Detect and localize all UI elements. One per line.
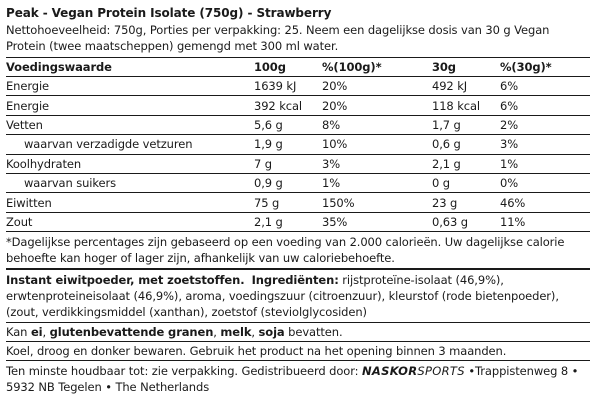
nutrition-header-row [6,58,590,77]
value-100g: 75 g [254,195,280,210]
value-30g: 0 g [432,176,450,191]
distributor-brand-light: SPORTS [417,364,465,379]
table-row [6,77,590,96]
allergen-item: glutenbevattende granen [49,325,214,340]
pct-100g: 1% [322,176,341,191]
pct-30g: 46% [500,195,526,210]
table-row [6,154,590,173]
table-row [6,173,590,192]
header-pct-30g: %(30g)* [500,60,552,74]
value-100g: 0,9 g [254,176,283,191]
nutrient-name: Koolhydraten [6,156,82,171]
allergen-item: soja [258,325,285,340]
product-title: Peak - Vegan Protein Isolate (750g) - Strawberry [6,6,332,20]
daily-value-footnote: *Dagelijkse percentages zijn gebaseerd op een voeding van 2.000 calorieën. Uw dagelijkse calorie behoefte kan hoger of lager zijn, afhankelijk van uw caloriebehoefte. [6,231,590,268]
value-30g: 1,7 g [432,117,461,132]
value-100g: 1639 kJ [254,79,297,94]
pct-30g: 6% [500,98,519,113]
nutrient-name: Vetten [6,117,43,132]
pct-30g: 6% [500,79,519,94]
pct-100g: 35% [322,214,348,229]
allergen-item: melk [220,325,252,340]
table-row [6,135,590,154]
value-30g: 0,63 g [432,214,468,229]
table-row [6,193,590,212]
pct-100g: 20% [322,79,348,94]
pct-30g: 3% [500,137,519,152]
header-per-100g: 100g [254,60,286,74]
net-content: Nettohoeveelheid: 750g, Porties per verpakking: 25. Neem een dagelijkse dosis van 30 g Vegan Protein (twee maatscheppen) gemengd met 300 ml water. [6,22,590,58]
allergens-suffix: bevatten. [288,325,343,340]
distributor-address: •Trappistenweg 8 • 5932 NB Tegelen • The Netherlands [6,364,579,395]
pct-30g: 2% [500,117,519,132]
ingredients-list: rijstproteïne-isolaat (46,9%), erwtenproteineisolaat (46,9%), aroma, voedingszuur (citroenzuur), kleurstof (rode bietenpoeder), (zout, verdikkingsmiddel (xanthan), zoetstof (steviolglycosiden) [6,273,559,320]
table-row [6,115,590,134]
value-30g: 492 kJ [432,79,468,94]
ingredients-block [6,268,590,322]
distributor-brand-bold: NASKOR [361,364,418,379]
header-per-30g: 30g [432,60,456,74]
pct-100g: 20% [322,98,348,113]
nutrient-name: Zout [6,214,33,229]
pct-30g: 1% [500,156,519,171]
best-before-and-distributor: Ten minste houdbaar tot: zie verpakking. Gedistribueerd door: [6,364,359,379]
allergens-prefix: Kan [6,325,28,340]
header-nutrient: Voedingswaarde [6,60,112,74]
nutrition-table [6,58,590,231]
value-100g: 2,1 g [254,214,283,229]
distributor-footer [6,360,590,395]
table-row [6,212,590,231]
nutrient-name: Energie [6,79,50,94]
value-30g: 118 kcal [432,98,481,113]
nutrient-name: Eiwitten [6,195,52,210]
value-100g: 7 g [254,156,272,171]
value-100g: 1,9 g [254,137,283,152]
value-30g: 0,6 g [432,137,461,152]
value-100g: 5,6 g [254,117,283,132]
nutrient-name: waarvan verzadigde vetzuren [24,137,193,152]
pct-100g: 150% [322,195,355,210]
allergens-block: Kan ei, glutenbevattende granen, melk, soja bevatten. [6,322,590,341]
value-30g: 23 g [432,195,458,210]
header-pct-100g: %(100g)* [322,60,382,74]
pct-100g: 8% [322,117,341,132]
value-100g: 392 kcal [254,98,303,113]
pct-30g: 11% [500,214,526,229]
product-description: Instant eiwitpoeder, met zoetstoffen. [6,273,245,288]
allergen-item: ei [30,325,43,340]
nutrition-label [6,4,590,395]
storage-instructions: Koel, droog en donker bewaren. Gebruik het product na het opening binnen 3 maanden. [6,341,590,360]
pct-30g: 0% [500,176,519,191]
table-row [6,96,590,115]
pct-100g: 3% [322,156,341,171]
ingredients-heading: Ingrediënten: [251,273,339,288]
nutrient-name: waarvan suikers [24,176,117,191]
pct-100g: 10% [322,137,348,152]
nutrient-name: Energie [6,98,50,113]
value-30g: 2,1 g [432,156,461,171]
